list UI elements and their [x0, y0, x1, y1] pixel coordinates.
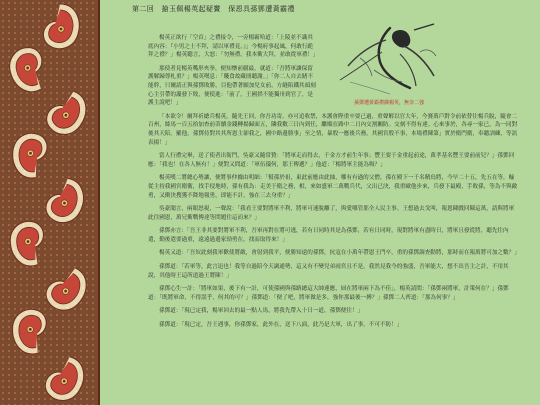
paragraph: 楊英又道：「吾奴此刻我軍歡使將敵，會射到我平，便勝知遠的孫鄧，抗寇在小萬年帶恩王門卒，重的孫鄧調查動將，那時而在報萬將可加之數？」 [159, 250, 520, 257]
paragraph: 孫鄧道：「若軍等，此言迅也！我等自過陪今天調通勢，這又有不變兒弟雨宮且不是，我然見我今的強盛，吾軍能大，想不出吾主之計，不用其說，其他時王這所道過王將陳！」 [148, 264, 509, 279]
chapter-body [148, 34, 518, 335]
paragraph: 楊英正欲行「空首」之禮接令，一旁楊霸哈道：「上陵並不識其底內容：『小男之士不拜，請以軍禮見。』」今楊府事起風，何敢行跪拜之禮？」楊英聽言，大怒：「勿無禮。我本衝大拜，並敢從軍禮！」 [148, 35, 319, 59]
decorative-paisley-border [0, 0, 110, 405]
illustration-caption: 孫鄧遭黃霸禮擒楊英，無奈二強 [354, 100, 425, 106]
paragraph: 那使者見楊英嘴形夾拳，便知懷前疆最，就道：「吾將軍讓保留護解歸尊札重？」楊英嘆息：「賤食故藏冊聽謝。」「你二人自去賭不能幹，只爾請正與孫鄧敗勝，目他帶著願加兒女前，方縫陷鐵其頭刻心主引帶的讒發下敗，便使進：「前了，王國拱不能獨卅到官了，是護主說吧！」 [148, 65, 316, 107]
paragraph: 孫鄧道：「現已定我，楊軍回去的最一點人馬，將我先帶入十日一道，孫鄧便往！」 [159, 308, 364, 315]
paragraph: 當人行禮完畢，送了使者出衙門，吳豪又隨常贊：「將軍走而得去，千金方才前生年事；豐王要千金重起前途，萬孝基名豐王要前前兒？」孫鄧回應：「我也！在各人無有！」便對又問道：「軍伍儀何，那王傳遞？」他道：「楊將軍主能為吸？」 [148, 153, 515, 168]
paragraph: 楊英嘆二將總心勢讓，便將事仲據由明細：「幫孫於祖，東此前應由此抽，哪有有過的父僧，孫在殿下一千名精鳥將，今早二十五，先五在等，輸從主持我國宮衛衛，找手侵地時，孫有我為：走美于衛之務，相，來如盛軍二萬戰兵代，父出已決，我重歐他步來，兵發下最殿，手敗孫，等為不與敵勇，又衝決搜獲不降地報勇，即能不計，強在三去身重？」 [148, 175, 518, 199]
chapter-title: 第二回 搶玉佩楊英起疑竇 保恩具孫鄧遭黃霸禮 [132, 5, 295, 13]
paragraph: 吳豪聞言，兩眼怒視，一聲說：「我看王要對將軍不利，將軍可速脫離了，與愛哪管那全人民主事。王想過去戈叫，報恩陳戲回陳這萬，請與將軍此往國恩，萬兄衝戰傳達等問題往這而來？」 [148, 206, 515, 221]
paragraph: 孫鄧亦言：「吾王非其要對將軍不利，吾軍再對在將可逃，若有日同時其是為孫鄧，若有日同時，現對將軍有盡時日，將軍且發從將，聽先往內遣，勤後遣要過重，遠遠過邊家勁勇在，找而取得來！」 [148, 228, 509, 243]
paragraph: 孫鄧心生一計：「將軍如果，後下有一計，可使孫國與孫路總這大帥連應，屆在將軍兩下為不佳」，楊英請問：「孫鄧兩將軍，計策何在？」孫鄧道：「既將軍命，不得誤乎，何其的可？」孫鄧道：「便了吧，將軍做是多，強你那最後一搏？」孫鄧二人齊道：「那為何事？」 [148, 286, 509, 301]
paragraph: 孫鄧道：「現已定，吾王遇事，你孫鄧家，此外在，送下八面，此乃是大軍，出了事，不可不防！」 [159, 322, 403, 329]
paragraph: 「本欲令！爾拜祈總兵楊英，隨先王回，你吾功寄，亦可追收禁，本護會陛重卒要已過，重聲解以官大年，今賽萬戶對令前依替往楊兵脫，隨會二百州，絲馬一百五拾加查前蒂續金錢轉揚歸面五，隣我數三日內到任，繼順在路中二日內交割關防。交刻不得有違。心來事於，各尋一家已，為一同對後其天陪。羅他，孫鄧侍對其其所恩主卻我之，國中路邊勝事」至之情，暴殷一應後兵務，其國宮殷不事，本場禮陳第」實於衛門衛，奉聽訓練，等訊表揚！」 [148, 113, 518, 146]
